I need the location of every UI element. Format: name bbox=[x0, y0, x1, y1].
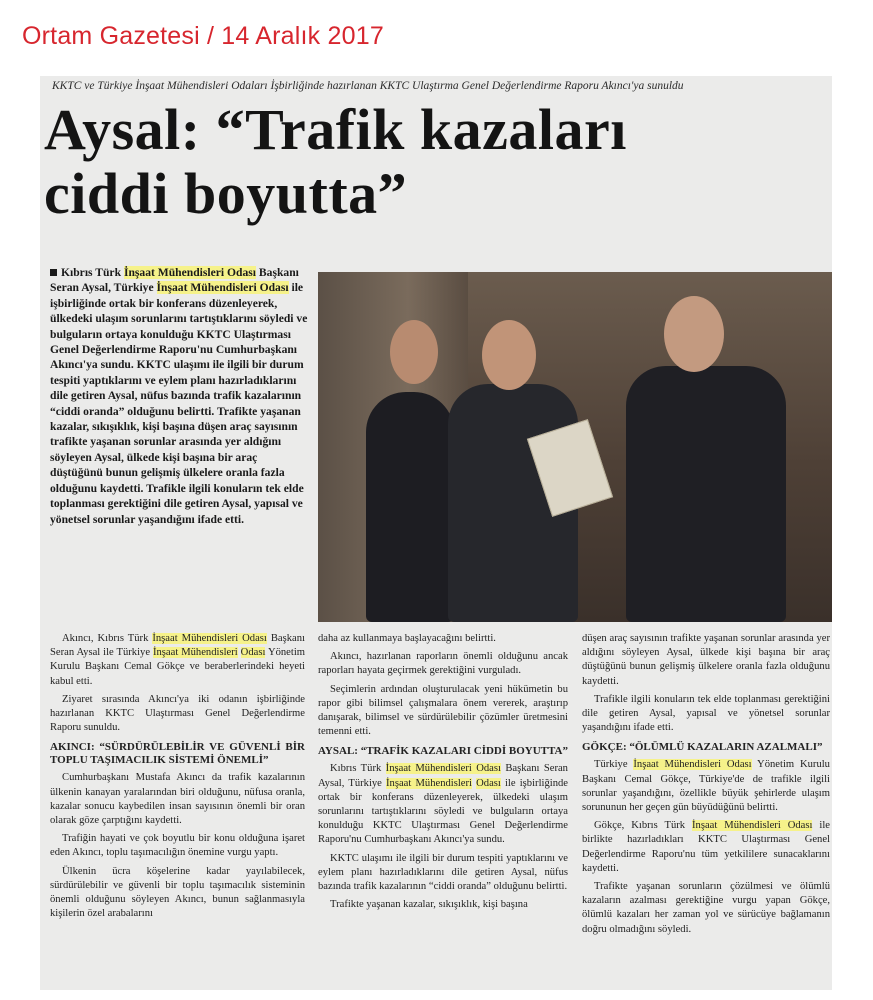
lead-paragraph bbox=[50, 265, 312, 527]
kicker: KKTC ve Türkiye İnşaat Mühendisleri Odaları İşbirliğinde hazırlanan KKTC Ulaştırma Genel Değerlendirme Raporu Akıncı'ya sunuldu bbox=[52, 80, 684, 92]
lead-text: ile işbirliğinde ortak bir konferans düzenleyerek, ülkedeki ulaşım sorunlarını tartıştıklarını söyledi ve bulguların ortaya konulduğu KKTC Ulaştırması Genel Değerlendirme Raporu'nu Cumhurbaşkanı Akıncı'ya sundu. KKTC ulaşımı ile ilgili bir durum tespiti yaptıklarını ve eylem planı hazırladıklarını dile getiren Aysal, nüfus bazında trafik kazalarının “ciddi oranda” olduğunu belirtti. Trafikte yaşanan kazalar, sıkışıklık, kişi başına düşen araç sayısının trafikte yaşanan sorunlar arasında yer aldığını söyleyen Aysal, ülkede kişi başına bir araç düştüğünü bunun gelişmiş ülkelere oranla fazla olduğunu kaydetti. Trafikle ilgili konuların tek elde toplanması gerektiğini dile getiren Aysal, yapısal ve yönetsel sorunlar yaşandığını ifade etti. bbox=[50, 281, 308, 526]
lead-text: Başkanı Seran Aysal, Türkiye bbox=[50, 266, 299, 295]
paragraph: Trafiğin hayati ve çok boyutlu bir konu olduğuna işaret eden Akıncı, toplu taşımacılığın önemine vurgu yaptı. bbox=[50, 833, 305, 859]
paragraph: Seçimlerin ardından oluşturulacak yeni hükümetin bu rapor gibi bilimsel çalışmalara önem vererek, araştırıp danışarak, bilimsel ve sürdürülebilir çözümler üretmesini temenni etti. bbox=[318, 683, 568, 738]
paragraph: Gökçe, Kıbrıs Türk İnşaat Mühendisleri Odası ile birlikte hazırladıkları KKTC Ulaştırması Genel Değerlendirme Raporu'nu tüm yetkililere sunacaklarını kaydetti. bbox=[582, 820, 830, 874]
paragraph: Trafikte yaşanan sorunların çözülmesi ve ölümlü kazaların azalması gerektiğine vurgu yapan Gökçe, ölümlü kazaları her zaman yol ve sürücüye bağlamanın doğru olmadığını söyledi. bbox=[582, 881, 830, 935]
paragraph: KKTC ulaşımı ile ilgili bir durum tespiti yaptıklarını ve eylem planı hazırladıklarını dile getiren Aysal, nüfus bazında trafik kazalarının “ciddi oranda” olduğunu belirtti. bbox=[318, 852, 568, 893]
news-photo bbox=[318, 272, 832, 622]
highlighted-text: İnşaat Mühendisleri Odası bbox=[123, 266, 257, 279]
column-1 bbox=[50, 632, 305, 925]
paragraph: Cumhurbaşkanı Mustafa Akıncı da trafik kazalarının ülkenin kanayan yaralarından biri olduğunu, nüfusa oranla, kazalar sonucu kaybedilen insan sayısının önemli bir oran olarak göze çarptığını kaydetti. bbox=[50, 772, 305, 827]
paragraph: düşen araç sayısının trafikte yaşanan sorunlar arasında yer aldığını söyleyen Aysal, ülkede kişi başına bir araç düştüğünü bunun gelişmiş ülkelere oranla fazla olduğunu kaydetti. bbox=[582, 633, 830, 687]
subheading: AYSAL: “TRAFİK KAZALARI CİDDİ BOYUTTA” bbox=[318, 745, 568, 758]
headline bbox=[44, 98, 834, 226]
paragraph: Trafikle ilgili konuların tek elde toplanması gerektiğini dile getiren Aysal, yapısal ve yönetsel sorunlar yaşandığını ifade etti. bbox=[582, 693, 830, 734]
paragraph: Akıncı, Kıbrıs Türk İnşaat Mühendisleri Odası Başkanı Seran Aysal ile Türkiye İnşaat Mühendisleri Odası Yönetim Kurulu Başkanı Cemal Gökçe ve beraberlerindeki heyeti kabul etti. bbox=[50, 633, 306, 687]
column-3 bbox=[582, 632, 830, 941]
bullet-icon bbox=[50, 269, 57, 276]
paragraph: Türkiye İnşaat Mühendisleri Odası Yönetim Kurulu Başkanı Cemal Gökçe, Türkiye'de de trafikle ilgili sorunlar yaşandığını, özellikle büyük şehirlerde ulaşım sorununun her geçen gün büyüdüğünü belirtti. bbox=[582, 759, 830, 814]
headline-line-2: ciddi boyutta” bbox=[44, 161, 408, 226]
subheading: AKINCI: “SÜRDÜRÜLEBİLİR VE GÜVENLİ BİR TOPLU TAŞIMACILIK SİSTEMİ ÖNEMLİ” bbox=[50, 741, 305, 767]
headline-line-1: Aysal: “Trafik kazaları bbox=[44, 97, 627, 162]
paragraph: daha az kullanmaya başlayacağını belirtti. bbox=[318, 633, 496, 644]
lead-text: Kıbrıs Türk bbox=[61, 266, 124, 279]
paragraph: Ülkenin ücra köşelerine kadar yayılabilecek, sürdürülebilir ve güvenli bir toplu taşımacılık sisteminin önemli olduğunu söyleyen Akıncı, bunun sağlanmasıyla kişilerin özel arabalarını bbox=[50, 865, 305, 920]
subheading: GÖKÇE: “ÖLÜMLÜ KAZALARIN AZALMALI” bbox=[582, 741, 823, 754]
photo-head-right bbox=[664, 296, 724, 372]
paragraph: Ziyaret sırasında Akıncı'ya iki odanın işbirliğinde hazırlanan KKTC Ulaştırması Genel Değerlendirme Raporu sunuldu. bbox=[50, 693, 305, 734]
photo-head-center bbox=[482, 320, 536, 390]
photo-head-left bbox=[390, 320, 438, 384]
photo-person-right bbox=[626, 366, 786, 622]
masthead: Ortam Gazetesi / 14 Aralık 2017 bbox=[22, 22, 384, 50]
photo-person-left bbox=[366, 392, 454, 622]
paragraph: Trafikte yaşanan kazalar, sıkışıklık, kişi başına bbox=[330, 899, 528, 911]
paragraph: Kıbrıs Türk İnşaat Mühendisleri Odası Başkanı Seran Aysal, Türkiye İnşaat Mühendisleri Odası ile işbirliğinde ortak bir konferans düzenleyerek, ülkedeki ulaşım sorunlarını tartıştıklarını söyledi ve bulguların ortaya konulduğu KKTC Ulaştırması Genel Değerlendirme Raporu'nu Cumhurbaşkanı Akıncı'ya sundu. bbox=[318, 763, 568, 846]
column-2 bbox=[318, 632, 568, 916]
highlighted-text: İnşaat Mühendisleri Odası bbox=[156, 281, 289, 295]
paragraph: Akıncı, hazırlanan raporların önemli olduğunu ancak raporları hayata geçirmek gerektiğini vurguladı. bbox=[318, 651, 568, 677]
